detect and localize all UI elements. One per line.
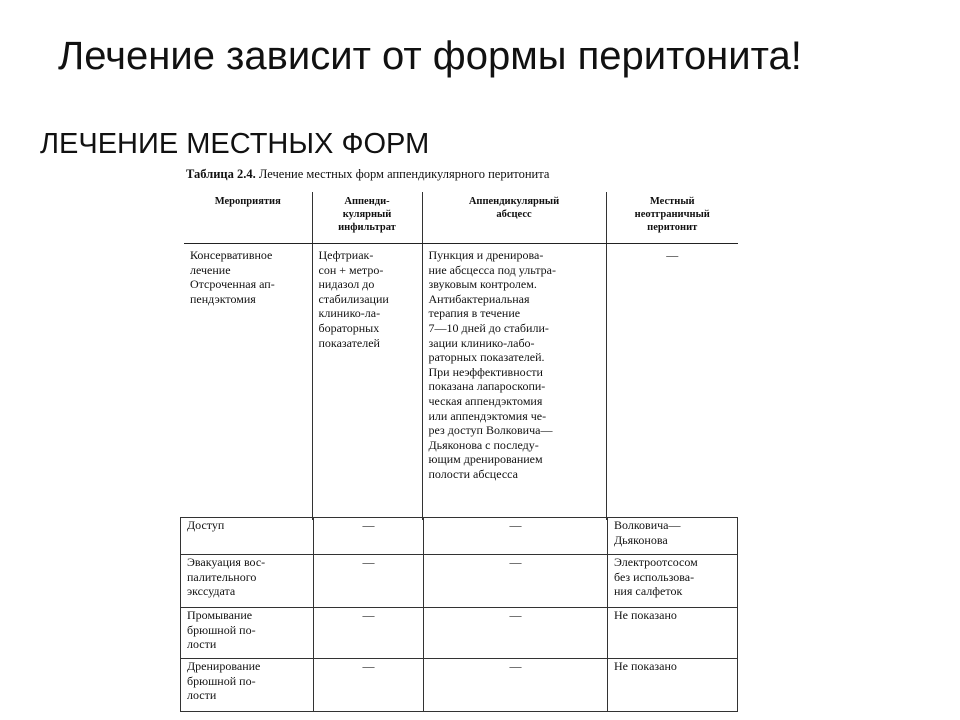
table-cell: — xyxy=(424,659,608,712)
table-row xyxy=(181,555,738,608)
table-row xyxy=(181,518,738,555)
table-cell: Дренирование брюшной по- лости xyxy=(181,659,314,712)
table-header-row xyxy=(184,192,738,244)
header-peritonitis: Местный неотграничный перитонит xyxy=(606,192,738,244)
slide-subtitle: ЛЕЧЕНИЕ МЕСТНЫХ ФОРМ xyxy=(40,128,430,160)
table-row xyxy=(181,659,738,712)
table-cell: Доступ xyxy=(181,518,314,555)
table-cell: Консервативное лечение Отсроченная ап- пендэктомия xyxy=(190,248,275,306)
table-cell: Электроотсосом без использова- ния салфеток xyxy=(608,555,738,608)
table-cell: — xyxy=(424,518,608,555)
header-abscess: Аппендикулярный абсцесс xyxy=(422,192,606,244)
table-cell: Эвакуация вос- палительного экссудата xyxy=(181,555,314,608)
table-cell: — xyxy=(314,659,424,712)
table-caption xyxy=(186,167,549,182)
table-cell: Пункция и дренирова- ние абсцесса под ультра- звуковым контролем. Антибактериальная терапия в течение 7—10 дней до стабили- зации клинико-лабо- раторных показателей. При неэффективности показана лапароскопи- ческая аппендэктомия или аппендэктомия че- рез доступ Волковича— Дьяконова с последу- ющим дренированием полости абсцесса xyxy=(422,244,606,521)
table-row xyxy=(181,608,738,659)
table-cell: — xyxy=(424,608,608,659)
table-row xyxy=(184,244,738,521)
treatment-table-top xyxy=(184,192,738,520)
table-cell: — xyxy=(314,555,424,608)
header-measures: Мероприятия xyxy=(184,192,312,244)
table-cell: Волковича— Дьяконова xyxy=(608,518,738,555)
table-cell: — xyxy=(314,518,424,555)
slide-title: Лечение зависит от формы перитонита! xyxy=(58,34,802,78)
table-cell: Не показано xyxy=(608,608,738,659)
table-cell: Промывание брюшной по- лости xyxy=(181,608,314,659)
table-caption-text: Лечение местных форм аппендикулярного перитонита xyxy=(255,167,550,181)
table-cell: — xyxy=(606,244,738,521)
table-cell: — xyxy=(314,608,424,659)
table-cell: Не показано xyxy=(608,659,738,712)
table-cell: Цефтриак- сон + метро- нидазол до стабилизации клинико-ла- бораторных показателей xyxy=(312,244,422,521)
header-infiltrate: Аппенди- кулярный инфильтрат xyxy=(312,192,422,244)
treatment-table-bottom xyxy=(180,517,738,712)
table-caption-label: Таблица 2.4. xyxy=(186,167,256,181)
table-cell: — xyxy=(424,555,608,608)
